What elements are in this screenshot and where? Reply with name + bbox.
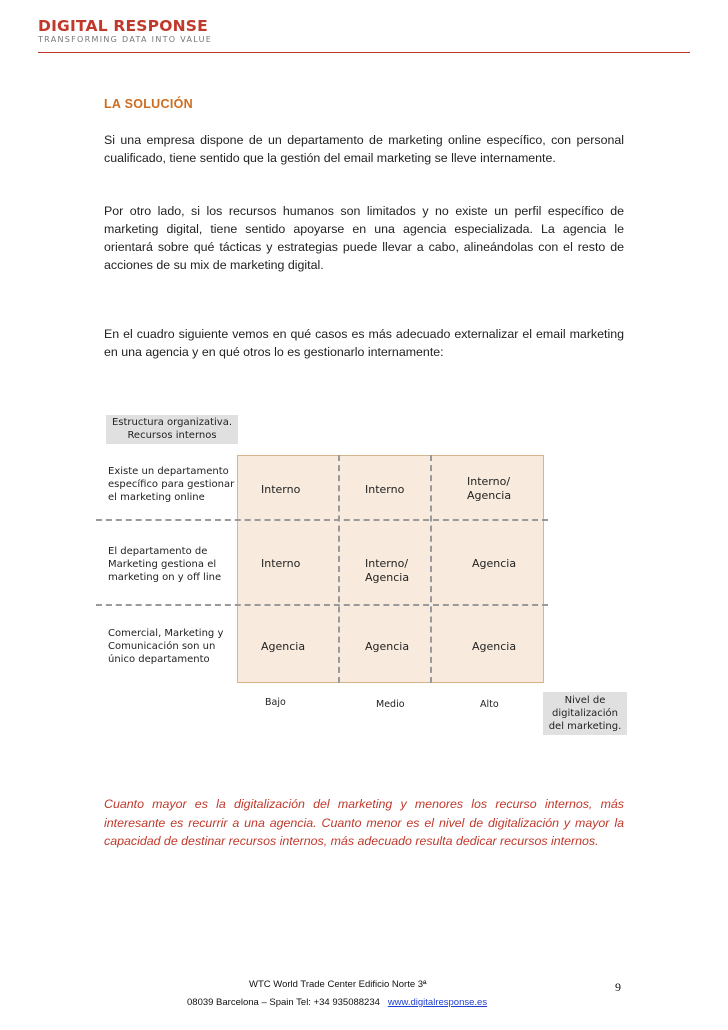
logo-title: DIGITAL RESPONSE (38, 17, 208, 35)
footer-address: WTC World Trade Center Edificio Norte 3ª (249, 979, 427, 990)
x-axis-title: Nivel de digitalización del marketing. (543, 692, 627, 735)
row-label-3: Comercial, Marketing y Comunicación son un único departamento (108, 628, 224, 665)
matrix-cell: Agencia (472, 557, 517, 570)
website-link[interactable]: www.digitalresponse.es (387, 997, 488, 1008)
paragraph-3: En el cuadro siguiente vemos en qué casos es más adecuado externalizar el email marketing en una agencia y en qué otros lo es gestionarlo internamente: (104, 327, 624, 359)
x-axis-label: Bajo (265, 697, 286, 708)
matrix-cell: Interno/ Agencia (365, 557, 410, 584)
conclusion-text: Cuanto mayor es la digitalización del marketing y menores los recurso internos, más interesante es recurrir a una agencia. Cuanto menor es el nivel de digitalización y mayor la capacidad de destinar recursos internos, más adecuado resulta dedicar recursos internos. (104, 797, 624, 848)
row-divider (96, 519, 548, 521)
logo (38, 17, 212, 45)
matrix-cell: Interno (261, 483, 301, 496)
paragraph-2: Por otro lado, si los recursos humanos son limitados y no existe un perfil específico de marketing digital, tiene sentido apoyarse en una agencia especializada. La agencia le orientará sobre qué tácticas y estrategias puede llevar a cabo, alineándolas con el resto de acciones de su mix de marketing digital. (104, 204, 624, 272)
footer-contact (187, 997, 487, 1008)
column-divider (430, 455, 432, 683)
y-axis-title: Estructura organizativa. Recursos internos (106, 415, 238, 444)
row-label-1: Existe un departamento específico para gestionar el marketing online (108, 466, 235, 503)
x-axis-label: Alto (480, 699, 499, 710)
matrix-cell: Interno/ Agencia (467, 475, 512, 502)
header-divider (38, 52, 690, 53)
matrix-cell: Agencia (261, 640, 306, 653)
matrix-cell: Interno (365, 483, 405, 496)
row-divider (96, 604, 548, 606)
logo-tagline: TRANSFORMING DATA INTO VALUE (38, 35, 213, 44)
section-heading: LA SOLUCIÓN (104, 97, 193, 111)
footer-phone: 08039 Barcelona – Spain Tel: +34 935088234 (187, 997, 380, 1008)
column-divider (338, 455, 340, 683)
paragraph-1: Si una empresa dispone de un departamento de marketing online específico, con personal cualificado, tiene sentido que la gestión del email marketing se lleve internamente. (104, 133, 624, 165)
matrix-cell: Agencia (472, 640, 517, 653)
row-label-2: El departamento de Marketing gestiona el marketing on y off line (108, 546, 222, 583)
matrix-cell: Interno (261, 557, 301, 570)
x-axis-label: Medio (376, 699, 405, 710)
matrix-cell: Agencia (365, 640, 410, 653)
page-number: 9 (615, 980, 621, 994)
